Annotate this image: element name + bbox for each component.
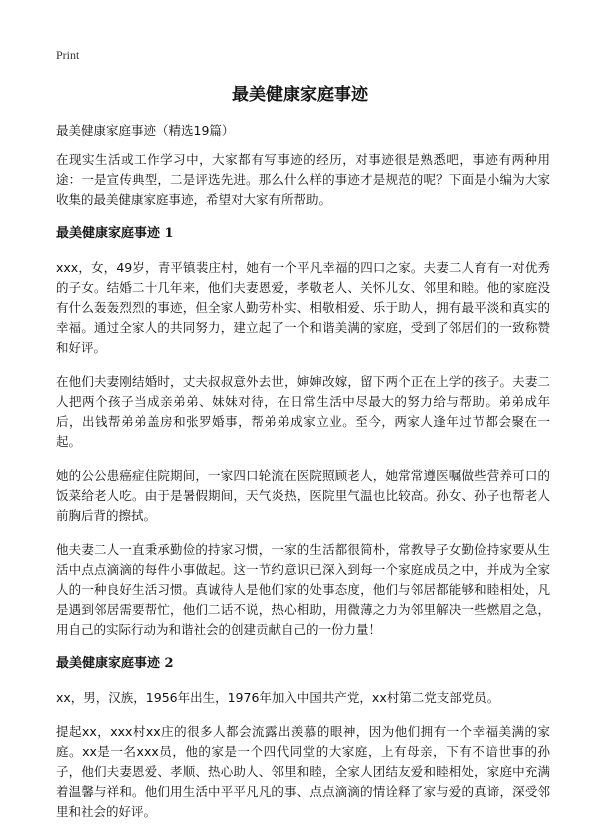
section-2-paragraph-2: 提起xx，xxx村xx庄的很多人都会流露出羡慕的眼神，因为他们拥有一个幸福美满的家庭。xx是一名xxx员，他的家是一个四代同堂的大家庭，上有母亲，下有不谙世事的孙子，他们夫妻恩爱、孝顺、热心助人、邻里和睦，全家人团结友爱和睦相处，家庭中充满着温馨与祥和。他们用生活中平平凡凡的事、点点滴滴的情诠释了家与爱的真谛，深受邻里和社会的好评。 xyxy=(56,724,550,819)
document-subtitle: 最美健康家庭事迹（精选19篇） xyxy=(56,123,235,138)
section-1-paragraph-1: xxx，女，49岁，青平镇裴庄村，她有一个平凡幸福的四口之家。夫妻二人育有一对优秀的子女。结婚二十几年来，他们夫妻恩爱，孝敬老人、关怀儿女、邻里和睦。他的家庭没有什么轰轰烈烈的事迹，但全家人勤劳朴实、相敬相爱、乐于助人，拥有最平淡和真实的幸福。通过全家人的共同努力，建立起了一个和谐美满的家庭，受到了邻居们的一致称赞和好评。 xyxy=(56,260,550,355)
section-1-paragraph-4: 他夫妻二人一直秉承勤俭的持家习惯，一家的生活都很简朴，常教导子女勤俭持家要从生活中点点滴滴的每件小事做起。这一节约意识已深入到每一个家庭成员之中，并成为全家人的一种良好生活习惯。真诚待人是他们家的处事态度，他们与邻居都能够和睦相处，凡是遇到邻居需要帮忙，他们二话不说，热心相助，用微薄之力为邻里解决一些燃眉之急，用自己的实际行动为和谐社会的创建贡献自己的一份力量！ xyxy=(56,542,550,637)
page-title: 最美健康家庭事迹 xyxy=(232,85,368,105)
section-1-paragraph-3: 她的公公患癌症住院期间，一家四口轮流在医院照顾老人，她常常遵医嘱做些营养可口的饭菜给老人吃。由于是暑假期间，天气炎热，医院里气温也比较高。孙女、孙子也帮老人前胸后背的擦拭。 xyxy=(56,468,550,523)
intro-paragraph: 在现实生活或工作学习中，大家都有写事迹的经历，对事迹很是熟悉吧，事迹有两种用途：一是宣传典型，二是评选先进。那么什么样的事迹才是规范的呢？下面是小编为大家收集的最美健康家庭事迹，希望对大家有所帮助。 xyxy=(56,152,550,207)
print-link[interactable]: Print xyxy=(56,48,80,62)
section-1-paragraph-2: 在他们夫妻刚结婚时，丈夫叔叔意外去世，婶婶改嫁，留下两个正在上学的孩子。夫妻二人把两个孩子当成亲弟弟、妹妹对待，在日常生活中尽最大的努力给与帮助。弟弟成年后，出钱帮弟弟盖房和张罗婚事，帮弟弟成家立业。至今，两家人逢年过节都会聚在一起。 xyxy=(56,374,550,449)
document-body xyxy=(56,150,550,836)
section-heading-1: 最美健康家庭事迹 1 xyxy=(56,226,174,241)
section-heading-2: 最美健康家庭事迹 2 xyxy=(56,656,174,671)
section-2-paragraph-1: xx，男，汉族，1956年出生，1976年加入中国共产党，xx村第二党支部党员。 xyxy=(56,690,500,705)
